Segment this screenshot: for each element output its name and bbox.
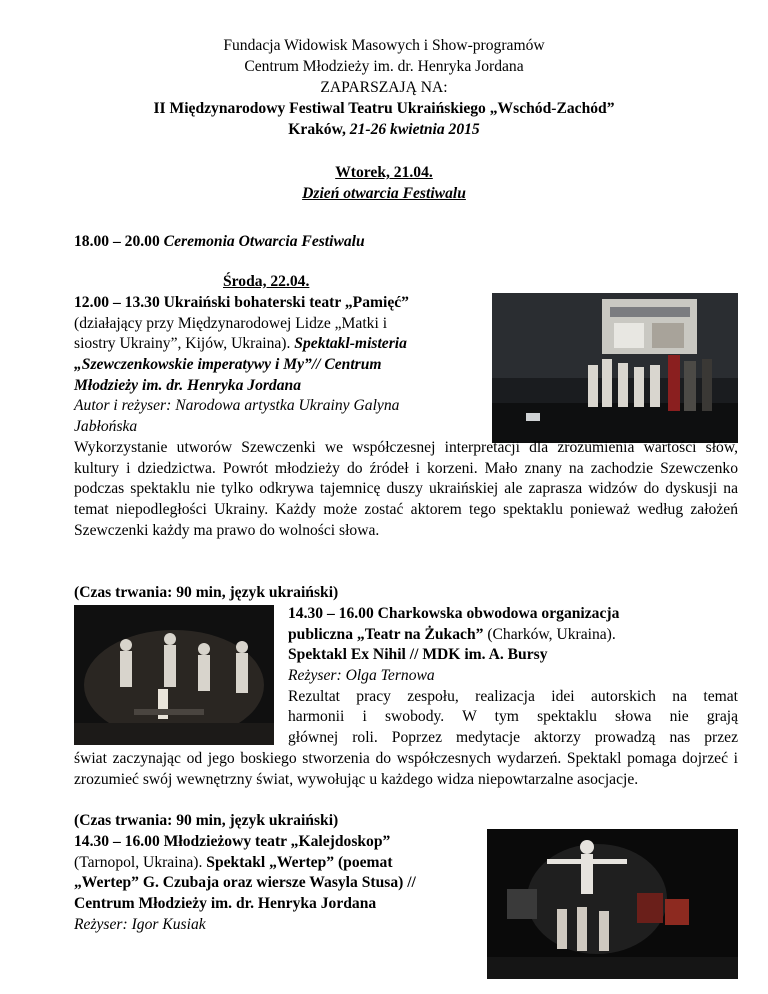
event2-director: Reżyser: Olga Ternowa xyxy=(288,667,435,685)
event1-duration: (Czas trwania: 90 min, język ukraiński) xyxy=(74,584,339,601)
event1-location-text: siostry Ukrainy”, Kijów, Ukraina). xyxy=(74,335,295,353)
event3-show: Spektakl „Wertep” (poemat xyxy=(206,853,393,871)
event1-description: Wykorzystanie utworów Szewczenki we współczesnej interpretacji dla zrozumienia wartości słów, kultury i dziedzictwa. Powrót młodzieży do źródeł i korzeni. Mało znany na zachodzie Szewczenko podczas spektaklu nie tylko odkrywa tajemnicę duszy ukraińskiej ale zaprasza widzów do dyskusji na temat niepodległości Ukrainy. Każdy może zostać aktorem tego spektaklu ponieważ według założeń Szewczenki każdy ma prawo do wolności słowa. xyxy=(74,439,738,539)
event2-show: Spektakl Ex Nihil // MDK im. A. Bursy xyxy=(288,646,548,664)
day1-event-name: Ceremonia Otwarcia Festiwalu xyxy=(163,233,365,250)
stage-performance-photo xyxy=(492,293,738,443)
event1-genre: Spektakl-misteria xyxy=(294,335,407,353)
event1-venue: Młodzieży im. dr. Henryka Jordana xyxy=(74,376,301,394)
day1-event xyxy=(74,232,738,253)
event3-show-cont: „Wertep” G. Czubaja oraz wiersze Wasyla Stusa) // xyxy=(74,874,416,892)
event3-venue: Centrum Młodzieży im. dr. Henryka Jordana xyxy=(74,895,377,913)
day2-title: Środa, 22.04. xyxy=(223,273,310,290)
festival-place-dates xyxy=(0,120,768,141)
event3-title: 14.30 – 16.00 Młodzieżowy teatr „Kalejdoskop” xyxy=(74,833,391,850)
event2-desc-1: Rezultat pracy zespołu, realizacja idei autorskich na temat xyxy=(288,687,738,705)
festival-title: II Międzynarodowy Festiwal Teatru Ukraińskiego „Wschód-Zachód” xyxy=(153,100,615,117)
event1-location xyxy=(74,334,494,355)
dance-performance-icon xyxy=(74,605,274,745)
day1-heading xyxy=(0,163,768,205)
event2-desc-2: harmonii i swobody. W tym spektaklu słowa nie grają xyxy=(288,708,738,726)
event2-title: 14.30 – 16.00 Charkowska obwodowa organizacja xyxy=(288,605,620,622)
day1-subtitle: Dzień otwarcia Festiwalu xyxy=(302,185,466,202)
event3-director: Reżyser: Igor Kusiak xyxy=(74,915,206,933)
event3-block xyxy=(74,832,484,935)
event2-org: publiczna „Teatr na Żukach” xyxy=(288,625,488,643)
event1-author: Autor i reżyser: Narodowa artystka Ukrainy Galyna xyxy=(74,397,400,415)
theatre-performance-icon xyxy=(487,829,738,979)
dance-performance-photo xyxy=(74,605,274,745)
event1-show-title: „Szewczenkowskie imperatywy i My”// Centrum xyxy=(74,356,382,374)
day1-title: Wtorek, 21.04. xyxy=(335,164,433,181)
event2-block xyxy=(288,604,738,749)
festival-place: Kraków, xyxy=(288,121,350,138)
event2-desc-4: świat zaczynając od jego boskiego stworzenia do współczesnych wydarzeń. Spektakl pomaga dojrzeć i zrozumieć swój wewnętrzny świat, wywołując u każdego widza niepowtarzalne asocjacje. xyxy=(74,750,738,788)
event1-block xyxy=(74,293,494,438)
document-header xyxy=(0,36,768,141)
invite-line: ZAPARSZAJĄ NA: xyxy=(320,79,448,96)
event2-duration: (Czas trwania: 90 min, język ukraiński) xyxy=(74,812,339,829)
day1-event-time: 18.00 – 20.00 xyxy=(74,233,164,250)
event1-title: 12.00 – 13.30 Ukraiński bohaterski teatr „Pamięć” xyxy=(74,294,409,311)
festival-dates: 21-26 kwietnia 2015 xyxy=(349,121,480,138)
event1-author-cont: Jabłońska xyxy=(74,418,138,436)
event3-location: (Tarnopol, Ukraina). xyxy=(74,853,207,871)
theatre-performance-photo xyxy=(487,829,738,979)
organizer-1: Fundacja Widowisk Masowych i Show-programów xyxy=(223,37,545,54)
stage-performance-icon xyxy=(492,293,738,443)
event1-org: (działający przy Międzynarodowej Lidze „Matki i xyxy=(74,314,388,332)
event2-location: (Charków, Ukraina). xyxy=(487,625,616,643)
organizer-2: Centrum Młodzieży im. dr. Henryka Jordana xyxy=(244,58,524,75)
event2-desc-3: głównej roli. Poprzez medytacje aktorzy prowadzą nas przez xyxy=(288,729,738,747)
